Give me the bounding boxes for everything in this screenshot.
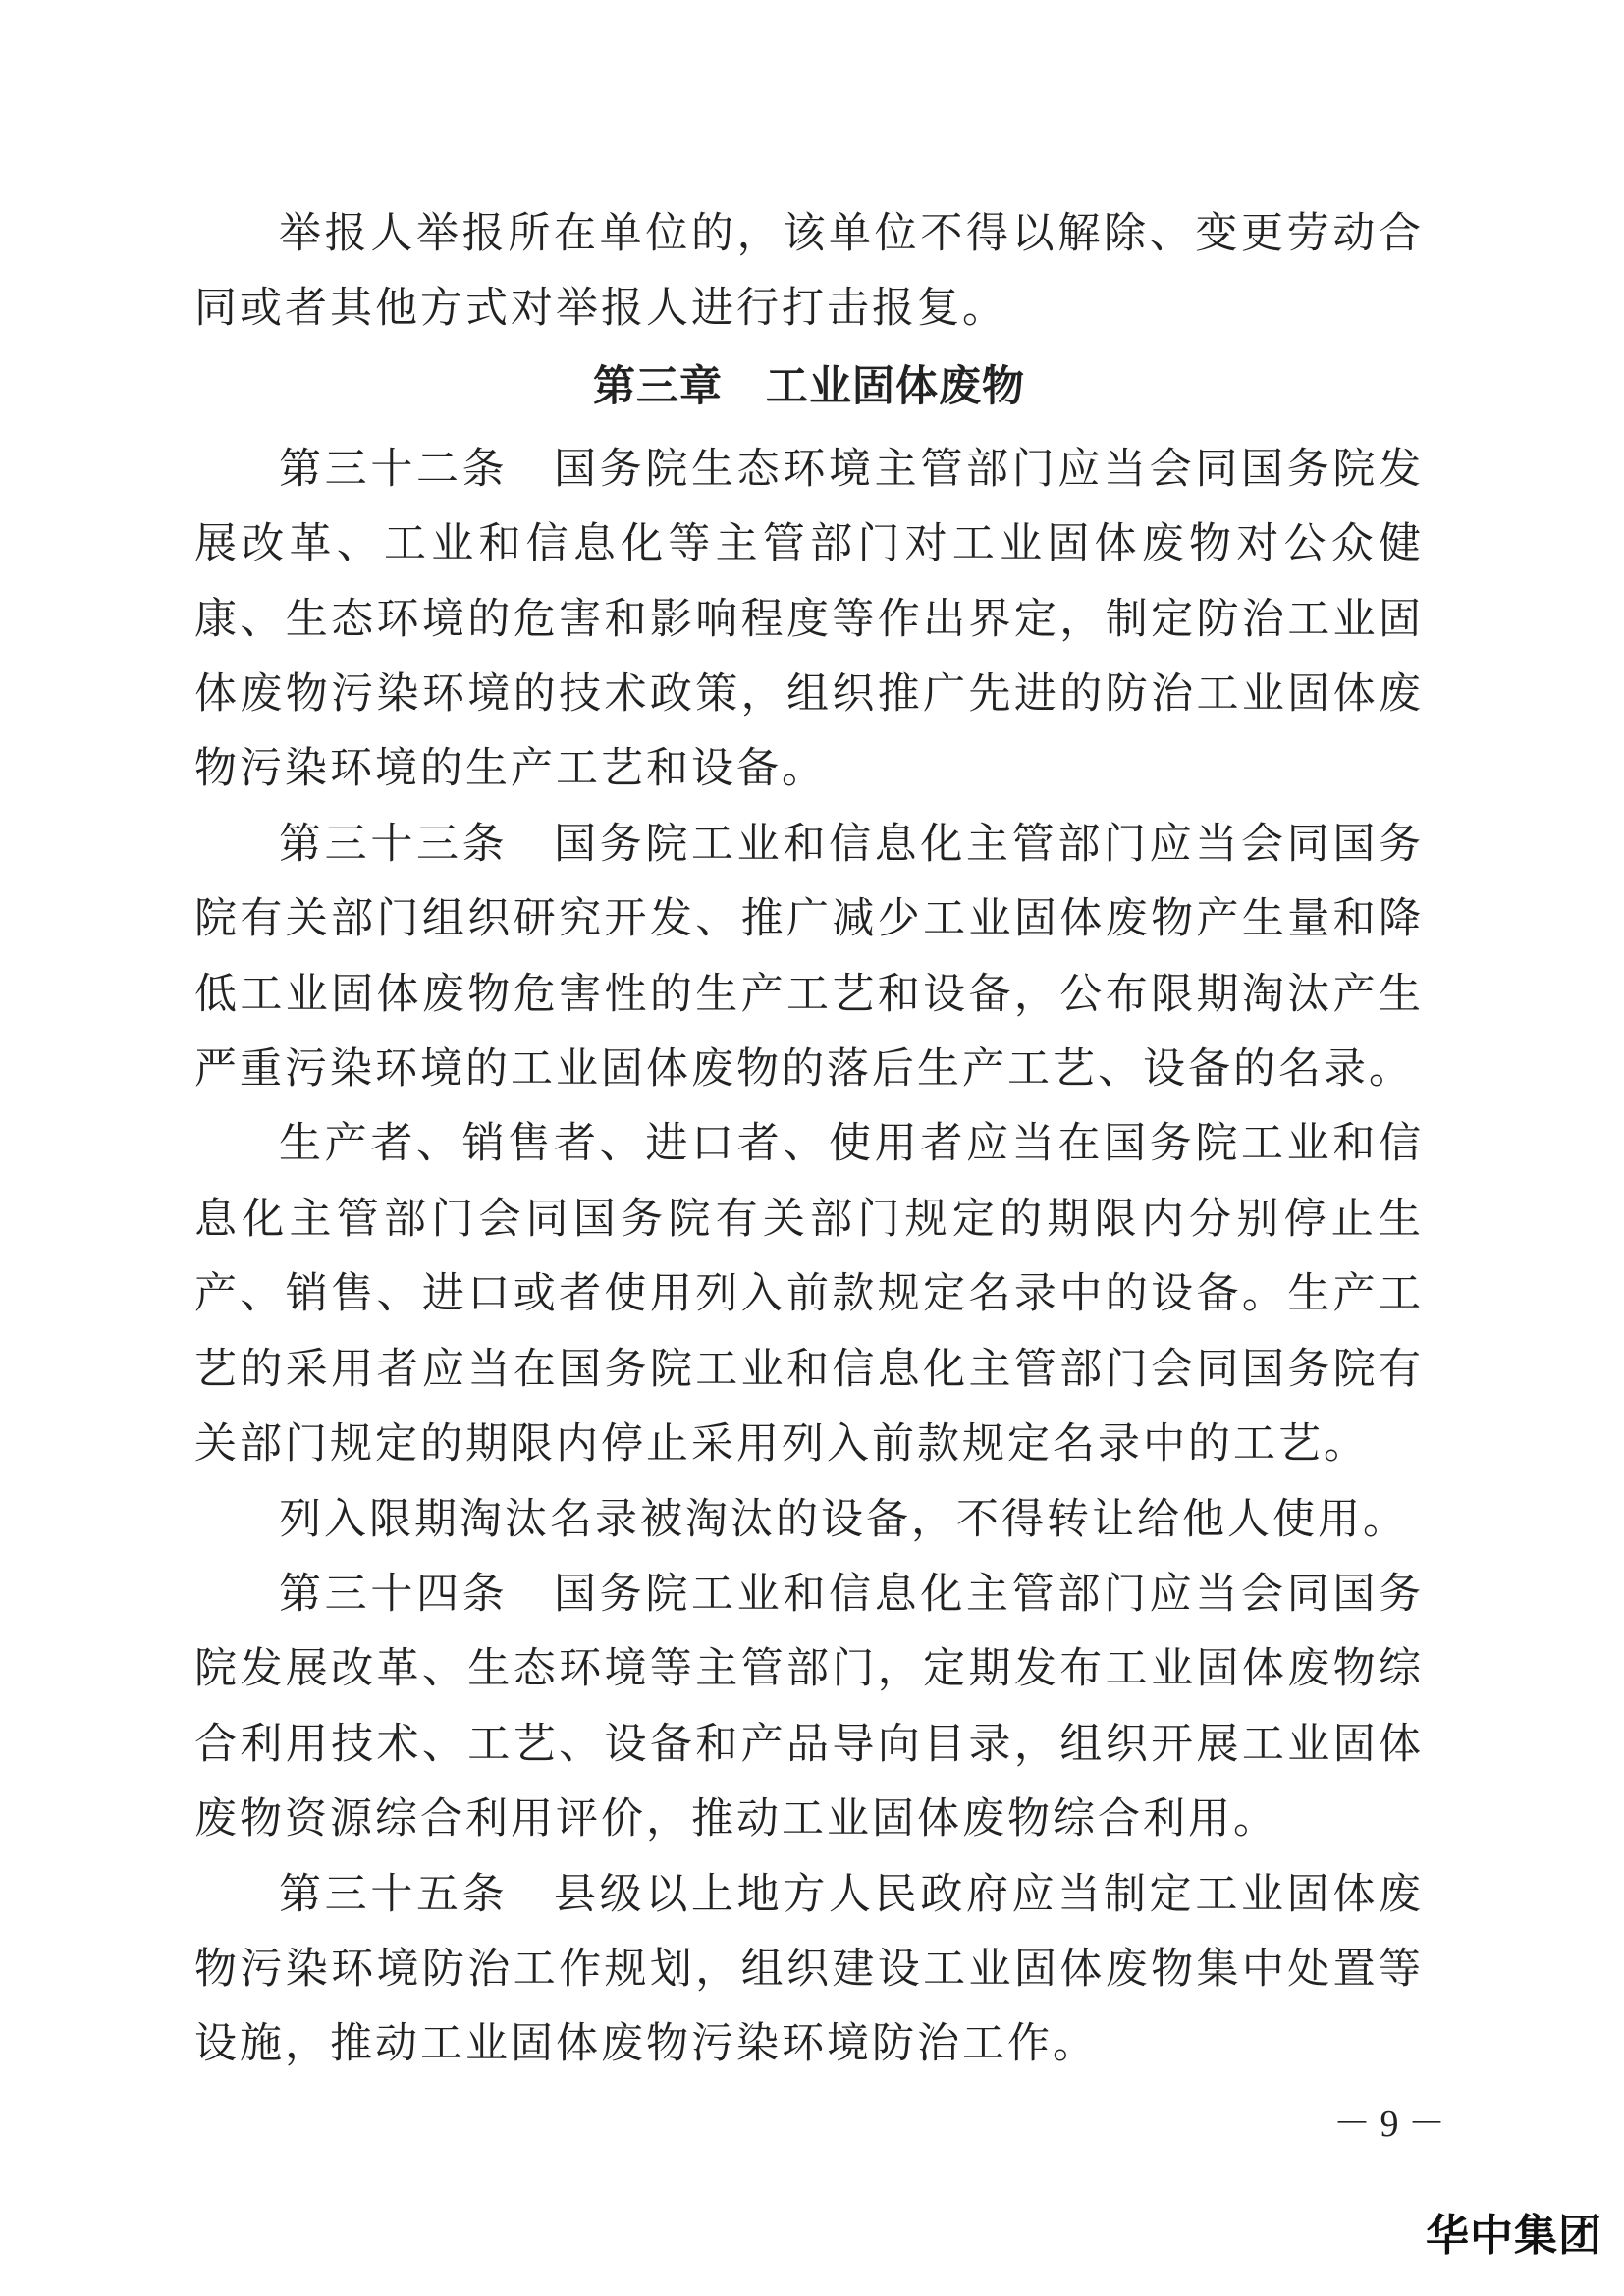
article-32: 第三十二条 国务院生态环境主管部门应当会同国务院发展改革、工业和信息化等主管部门对工业固体废物对公众健康、生态环境的危害和影响程度等作出界定，制定防治工业固体废物污染环境的技术政策，组织推广先进的防治工业固体废物污染环境的生产工艺和设备。	[194, 444, 1424, 794]
chapter-heading: 第三章 工业固体废物	[593, 361, 1025, 411]
article-33-paragraph-3: 列入限期淘汰名录被淘汰的设备，不得转让给他人使用。	[279, 1494, 1408, 1544]
article-33: 第三十三条 国务院工业和信息化主管部门应当会同国务院有关部门组织研究开发、推广减少工业固体废物产生量和降低工业固体废物危害性的生产工艺和设备，公布限期淘汰产生严重污染环境的工业固体废物的落后生产工艺、设备的名录。	[194, 819, 1424, 1095]
article-35: 第三十五条 县级以上地方人民政府应当制定工业固体废物污染环境防治工作规划，组织建设工业固体废物集中处置等设施，推动工业固体废物污染环境防治工作。	[194, 1869, 1424, 2069]
article-34: 第三十四条 国务院工业和信息化主管部门应当会同国务院发展改革、生态环境等主管部门，定期发布工业固体废物综合利用技术、工艺、设备和产品导向目录，组织开展工业固体废物资源综合利用评价，推动工业固体废物综合利用。	[194, 1569, 1424, 1844]
page-number: － 9 －	[1332, 2104, 1445, 2145]
paragraph-reporter-protection: 举报人举报所在单位的，该单位不得以解除、变更劳动合同或者其他方式对举报人进行打击报复。	[194, 209, 1424, 334]
document-body	[194, 196, 1424, 2082]
watermark-logo-text: 华中集团	[1426, 2211, 1602, 2261]
article-33-paragraph-2: 生产者、销售者、进口者、使用者应当在国务院工业和信息化主管部门会同国务院有关部门规定的期限内分别停止生产、销售、进口或者使用列入前款规定名录中的设备。生产工艺的采用者应当在国务院工业和信息化主管部门会同国务院有关部门规定的期限内停止采用列入前款规定名录中的工艺。	[194, 1119, 1424, 1469]
